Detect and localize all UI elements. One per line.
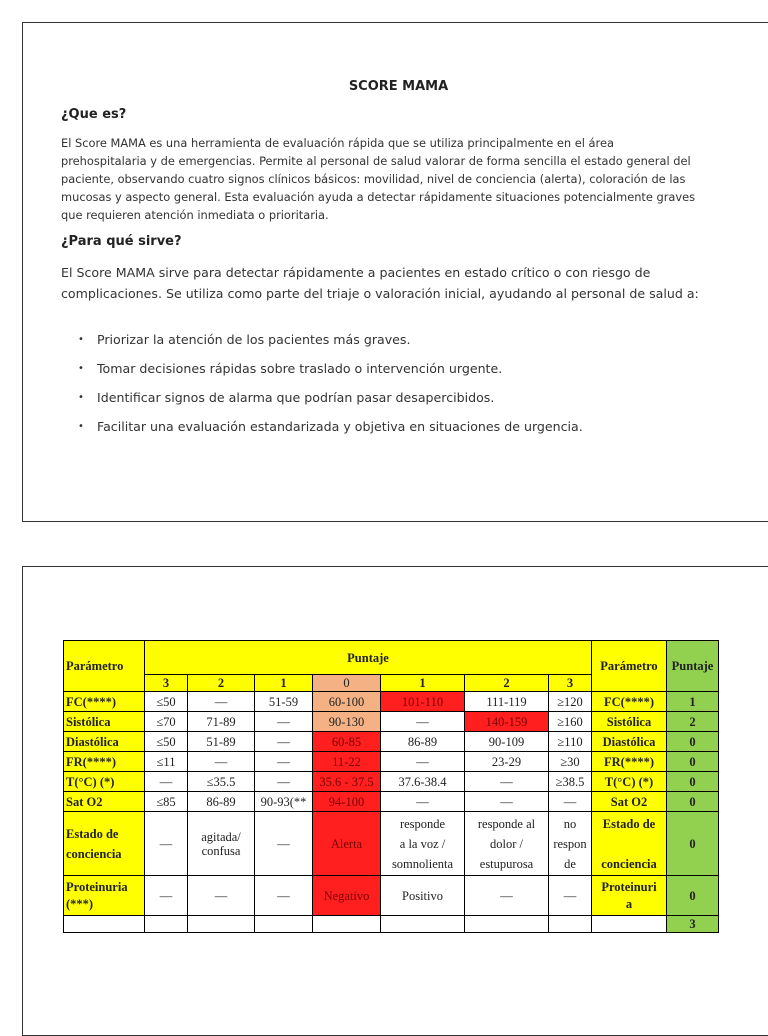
table-cell: ≤85: [145, 792, 188, 812]
param-name: [64, 812, 145, 876]
table-cell: —: [465, 876, 549, 916]
table-cell-highlight: 94-100: [313, 792, 381, 812]
table-cell: [381, 812, 465, 876]
score-mama-table: [63, 640, 719, 933]
table-cell: —: [255, 752, 313, 772]
table-cell: ≤50: [145, 732, 188, 752]
bullet-dot-icon: •: [78, 392, 84, 403]
document-page-1: [22, 22, 768, 522]
param-score: 0: [667, 732, 719, 752]
table-cell: —: [465, 772, 549, 792]
table-row: [64, 876, 719, 916]
table-cell-highlight: 11-22: [313, 752, 381, 772]
score-0: 0: [313, 675, 381, 692]
table-cell: —: [381, 712, 465, 732]
list-item: [61, 325, 721, 354]
param-name-right: T(°C) (*): [592, 772, 667, 792]
document-title: SCORE MAMA: [348, 79, 449, 94]
paragraph-que-es: El Score MAMA es una herramienta de evaluación rápida que se utiliza principalmente en el área prehospitalaria y de emergencias. Permite al personal de salud valorar de forma sencilla el estado general del paciente, observando cuatro signos clínicos básicos: movilidad, nivel de conciencia (alerta), coloración de las mucosas y aspecto general. Esta evaluación ayuda a detectar rápidamente situaciones potencialmente graves que requieren atención inmediata o prioritaria.: [61, 136, 696, 222]
table-cell: ≥110: [549, 732, 592, 752]
table-cell: 111-119: [465, 692, 549, 712]
param-name-right: [592, 876, 667, 916]
table-cell: ≤70: [145, 712, 188, 732]
bullet-dot-icon: •: [78, 363, 84, 374]
table-row: [64, 732, 719, 752]
param-line: Proteinuri: [601, 879, 657, 894]
table-cell: —: [465, 792, 549, 812]
table-cell: 71-89: [188, 712, 255, 732]
table-cell: —: [381, 752, 465, 772]
list-item-text: Tomar decisiones rápidas sobre traslado o intervención urgente.: [97, 361, 503, 376]
list-item: [61, 354, 721, 383]
cell-line: agitada/: [201, 829, 241, 844]
table-cell: —: [549, 876, 592, 916]
param-name: T(°C) (*): [64, 772, 145, 792]
table-row: [64, 692, 719, 712]
table-cell: —: [255, 712, 313, 732]
header-puntaje-right: Puntaje: [667, 641, 719, 692]
cell-line: respon: [553, 836, 587, 851]
param-name-right: FC(****): [592, 692, 667, 712]
table-cell: —: [145, 876, 188, 916]
empty-cell: [188, 916, 255, 933]
empty-cell: [465, 916, 549, 933]
table-cell: [549, 812, 592, 876]
table-cell: 90-130: [313, 712, 381, 732]
table-row: [64, 812, 719, 876]
param-score: 0: [667, 812, 719, 876]
empty-cell: [592, 916, 667, 933]
table-cell-highlight: 101-110: [381, 692, 465, 712]
param-name-right: Diastólica: [592, 732, 667, 752]
table-cell-highlight: Alerta: [313, 812, 381, 876]
paragraph-para-que-sirve: El Score MAMA sirve para detectar rápidamente a pacientes en estado crítico o con riesgo de complicaciones. Se utiliza como parte del triaje o valoración inicial, ayudando al personal de salud a:: [61, 265, 699, 301]
heading-para-que-sirve: ¿Para qué sirve?: [61, 234, 182, 249]
table-row: [64, 752, 719, 772]
param-name-right: Sistólica: [592, 712, 667, 732]
table-cell: —: [255, 772, 313, 792]
param-score: 0: [667, 792, 719, 812]
table-row: [64, 772, 719, 792]
table-cell-highlight: Negativo: [313, 876, 381, 916]
table-cell: ≤35.5: [188, 772, 255, 792]
table-cell: 23-29: [465, 752, 549, 772]
table-cell: 60-100: [313, 692, 381, 712]
cell-line: responde al: [477, 816, 536, 831]
table-cell: —: [381, 792, 465, 812]
bullet-list: [61, 325, 721, 441]
table-cell: ≤50: [145, 692, 188, 712]
param-line: Estado de: [66, 826, 119, 841]
table-cell: ≥30: [549, 752, 592, 772]
cell-line: somnolienta: [391, 856, 454, 871]
cell-line: de: [564, 856, 576, 871]
header-parametro-right: Parámetro: [592, 641, 667, 692]
table-cell: ≥160: [549, 712, 592, 732]
param-score: 0: [667, 876, 719, 916]
list-item: [61, 383, 721, 412]
cell-line: confusa: [201, 843, 241, 858]
header-parametro: Parámetro: [64, 641, 145, 692]
table-cell: 51-59: [255, 692, 313, 712]
cell-line: no: [563, 816, 577, 831]
table-cell-highlight: 140-159: [465, 712, 549, 732]
table-cell: 90-109: [465, 732, 549, 752]
table-cell: —: [255, 732, 313, 752]
table-cell: Positivo: [381, 876, 465, 916]
table-cell: 90-93(**: [255, 792, 313, 812]
empty-cell: [381, 916, 465, 933]
table-cell: —: [549, 792, 592, 812]
table-cell: [465, 812, 549, 876]
table-cell: —: [188, 876, 255, 916]
score-1-right: 1: [381, 675, 465, 692]
cell-line: estupurosa: [479, 856, 534, 871]
param-line: conciencia: [66, 846, 122, 861]
param-name: FC(****): [64, 692, 145, 712]
table-cell-highlight: 60-85: [313, 732, 381, 752]
score-2-right: 2: [465, 675, 549, 692]
param-line: Proteinuria: [66, 879, 128, 894]
param-line: (***): [66, 896, 94, 911]
cell-line: responde: [399, 816, 446, 831]
table-cell: ≤11: [145, 752, 188, 772]
score-3-left: 3: [145, 675, 188, 692]
table-row: [64, 792, 719, 812]
table-cell: [188, 812, 255, 876]
param-name-right: [592, 812, 667, 876]
param-name: Diastólica: [64, 732, 145, 752]
table-cell: ≥38.5: [549, 772, 592, 792]
table-header-row: [64, 641, 719, 675]
empty-cell: [64, 916, 145, 933]
param-name: Sat O2: [64, 792, 145, 812]
table-cell: 51-89: [188, 732, 255, 752]
empty-cell: [145, 916, 188, 933]
table-cell: —: [255, 876, 313, 916]
table-cell-highlight: 35.6 - 37.5: [313, 772, 381, 792]
list-item: [61, 412, 721, 441]
score-3-right: 3: [549, 675, 592, 692]
header-puntaje: Puntaje: [145, 641, 592, 675]
bullet-dot-icon: •: [78, 421, 84, 432]
param-name: FR(****): [64, 752, 145, 772]
empty-cell: [255, 916, 313, 933]
param-score: 0: [667, 752, 719, 772]
total-score: 3: [667, 916, 719, 933]
heading-que-es: ¿Que es?: [61, 107, 127, 122]
param-name-right: Sat O2: [592, 792, 667, 812]
param-name: Sistólica: [64, 712, 145, 732]
list-item-text: Identificar signos de alarma que podrían pasar desapercibidos.: [97, 390, 495, 405]
empty-cell: [549, 916, 592, 933]
cell-line: a la voz /: [399, 836, 446, 851]
list-item-text: Priorizar la atención de los pacientes más graves.: [97, 332, 411, 347]
param-line: a: [625, 896, 633, 911]
table-cell: —: [188, 752, 255, 772]
bullet-dot-icon: •: [78, 334, 84, 345]
param-line: conciencia: [601, 857, 657, 871]
cell-line: dolor /: [490, 836, 523, 851]
table-row: [64, 712, 719, 732]
param-name: [64, 876, 145, 916]
table-cell: —: [255, 812, 313, 876]
document-page-2: [22, 566, 768, 1036]
param-line: Estado de: [602, 817, 656, 831]
score-1-left: 1: [255, 675, 313, 692]
table-cell: ≥120: [549, 692, 592, 712]
table-cell: —: [145, 812, 188, 876]
list-item-text: Facilitar una evaluación estandarizada y objetiva en situaciones de urgencia.: [97, 419, 583, 434]
empty-cell: [313, 916, 381, 933]
score-2-left: 2: [188, 675, 255, 692]
table-cell: 37.6-38.4: [381, 772, 465, 792]
total-row: [64, 916, 719, 933]
table-cell: 86-89: [381, 732, 465, 752]
param-score: 2: [667, 712, 719, 732]
table-cell: —: [145, 772, 188, 792]
table-cell: 86-89: [188, 792, 255, 812]
param-name-right: FR(****): [592, 752, 667, 772]
param-score: 0: [667, 772, 719, 792]
param-score: 1: [667, 692, 719, 712]
table-cell: —: [188, 692, 255, 712]
